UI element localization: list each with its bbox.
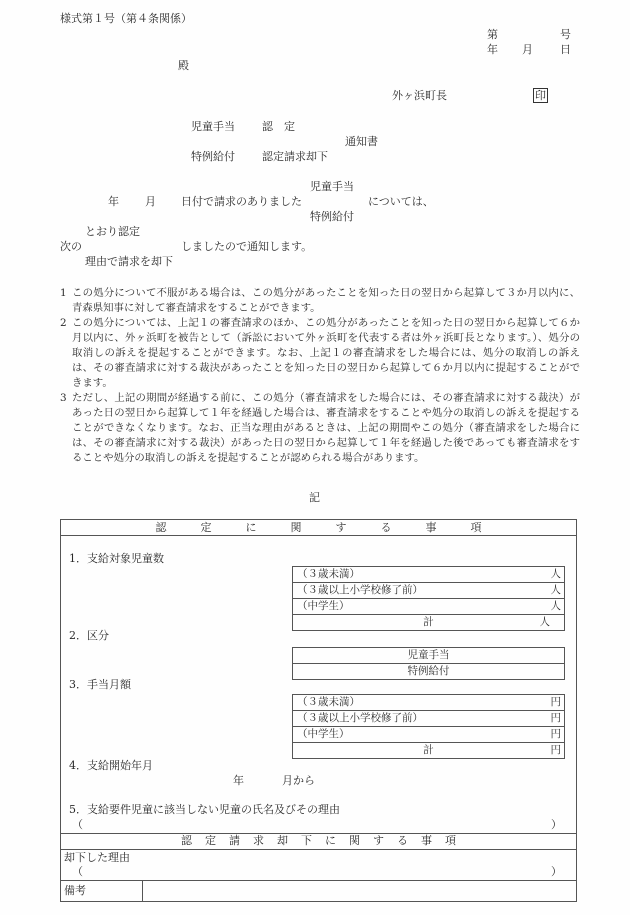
close-paren: ） xyxy=(551,865,562,878)
row-label: （中学生） xyxy=(297,728,350,740)
header-char: す xyxy=(335,521,347,534)
title-certification: 認 定 xyxy=(262,120,295,133)
row-label: （３歳以上小学校修了前） xyxy=(297,584,423,596)
number-prefix: 第 xyxy=(487,28,498,41)
amount-row xyxy=(293,695,564,711)
title-rejection: 認定請求却下 xyxy=(262,150,328,163)
row-unit: 円 xyxy=(550,728,561,740)
title-notice: 通知書 xyxy=(345,135,378,148)
total-unit: 円 xyxy=(550,744,561,756)
note-number: 3 xyxy=(60,392,67,404)
header-char: 項 xyxy=(445,834,456,847)
row-unit: 人 xyxy=(550,568,561,580)
body-allowance-bottom: 特例給付 xyxy=(310,210,354,223)
addressee-suffix: 殿 xyxy=(178,59,189,72)
header-char: 事 xyxy=(421,834,432,847)
note-item xyxy=(60,286,580,316)
header-char: 定 xyxy=(205,834,216,847)
remarks-divider xyxy=(142,880,143,901)
category-option: 特例給付 xyxy=(407,665,450,677)
row-label: （３歳未満） xyxy=(297,696,360,708)
note-text: この処分については、上記１の審査請求のほか、この処分があったことを知った日の翌日から起算して６か月以内に、外ヶ浜町を被告として（訴訟において外ヶ浜町を代表する者は外ヶ浜町長となります。）、処分の取消しの訴えを提起することができます。なお、上記１の審査請求をした場合には、処分の取消しの訴えは、その審査請求に対する裁決があったことを知った日の翌日から起算して６か月以内に提起することができます。 xyxy=(72,317,580,389)
remarks-label: 備考 xyxy=(64,884,86,897)
divider xyxy=(61,849,576,850)
appeal-notes xyxy=(60,286,580,466)
header-char: 請 xyxy=(229,834,240,847)
total-label: 計 xyxy=(423,616,434,628)
issuer: 外ヶ浜町長 xyxy=(392,89,447,102)
item4-label: 4．支給開始年月 xyxy=(69,759,153,772)
date-year: 年 xyxy=(487,43,498,56)
header-char: 求 xyxy=(253,834,264,847)
seal-mark: 印 xyxy=(535,89,546,102)
row-unit: 円 xyxy=(550,696,561,708)
note-number: 1 xyxy=(60,287,67,299)
total-unit: 人 xyxy=(539,616,550,628)
header-char: る xyxy=(380,521,392,534)
header-char: に xyxy=(245,521,257,534)
children-count-table xyxy=(292,566,565,631)
body-closing: しましたので通知します。 xyxy=(181,240,313,253)
count-row xyxy=(293,599,564,615)
section1-header xyxy=(61,520,576,535)
divider xyxy=(61,535,576,536)
body-date-text: 日付で請求のありました xyxy=(181,195,302,208)
total-label: 計 xyxy=(423,744,434,756)
item2-label: 2．区分 xyxy=(69,629,109,642)
note-item xyxy=(60,391,580,466)
note-item xyxy=(60,316,580,391)
header-char: 却 xyxy=(277,834,288,847)
header-char: 定 xyxy=(200,521,212,534)
close-paren: ） xyxy=(551,818,562,831)
amount-total-row xyxy=(293,743,564,758)
header-char: 項 xyxy=(470,521,482,534)
body-regarding: については、 xyxy=(368,195,434,208)
form-label: 様式第１号（第４条関係） xyxy=(60,12,192,25)
row-unit: 人 xyxy=(550,584,561,596)
number-suffix: 号 xyxy=(560,28,571,41)
header-char: 関 xyxy=(290,521,302,534)
body-next: 次の xyxy=(60,240,82,253)
amount-row xyxy=(293,727,564,743)
row-unit: 円 xyxy=(550,712,561,724)
body-option-approve: とおり認定 xyxy=(85,225,140,238)
header-char: る xyxy=(397,834,408,847)
body-option-reject: 理由で請求を却下 xyxy=(85,255,173,268)
divider xyxy=(61,880,576,881)
header-char: す xyxy=(373,834,384,847)
monthly-amount-table xyxy=(292,694,565,759)
item1-label: 1．支給対象児童数 xyxy=(69,552,164,565)
count-row xyxy=(293,567,564,583)
note-text: この処分について不服がある場合は、この処分があったことを知った日の翌日から起算して３か月以内に、青森県知事に対して審査請求をすることができます。 xyxy=(72,287,580,314)
start-year: 年 xyxy=(233,774,244,787)
row-label: （３歳以上小学校修了前） xyxy=(297,712,423,724)
note-text: ただし、上記の期間が経過する前に、この処分（審査請求をした場合には、その審査請求に対する裁決）があった日の翌日から起算して１年を経過した場合は、審査請求をすることや処分の取消しの訴えを提起することができなくなります。なお、正当な理由があるときは、上記の期間やこの処分（審査請求をした場合には、その審査請求に対する裁決）があった日の翌日から起算して１年を経過した後であっても審査請求をすることや処分の取消しの訴えを提起することが認められる場合があります。 xyxy=(72,392,580,464)
category-table xyxy=(292,647,565,680)
start-month-from: 月から xyxy=(282,774,315,787)
row-label: （中学生） xyxy=(297,600,350,612)
body-allowance-top: 児童手当 xyxy=(310,180,354,193)
row-unit: 人 xyxy=(550,600,561,612)
date-day: 日 xyxy=(560,43,571,56)
rejection-reason-label: 却下した理由 xyxy=(64,851,130,864)
ki-heading: 記 xyxy=(309,491,320,504)
date-month: 月 xyxy=(522,43,533,56)
title-special-benefit: 特例給付 xyxy=(191,150,235,163)
section2-header xyxy=(61,833,576,848)
count-total-row xyxy=(293,615,564,630)
header-char: 事 xyxy=(425,521,437,534)
item3-label: 3．手当月額 xyxy=(69,678,131,691)
row-label: （３歳未満） xyxy=(297,568,360,580)
header-char: 下 xyxy=(301,834,312,847)
header-char: に xyxy=(325,834,336,847)
body-month: 月 xyxy=(145,195,156,208)
header-char: 関 xyxy=(349,834,360,847)
header-char: 認 xyxy=(181,834,192,847)
form-table xyxy=(60,519,577,902)
title-child-allowance: 児童手当 xyxy=(191,120,235,133)
count-row xyxy=(293,583,564,599)
open-paren: （ xyxy=(72,818,83,831)
note-number: 2 xyxy=(60,317,67,329)
amount-row xyxy=(293,711,564,727)
header-char: 認 xyxy=(155,521,167,534)
body-year: 年 xyxy=(108,195,119,208)
category-option: 児童手当 xyxy=(293,648,564,664)
open-paren: （ xyxy=(72,865,83,878)
item5-label: 5．支給要件児童に該当しない児童の氏名及びその理由 xyxy=(69,803,340,816)
